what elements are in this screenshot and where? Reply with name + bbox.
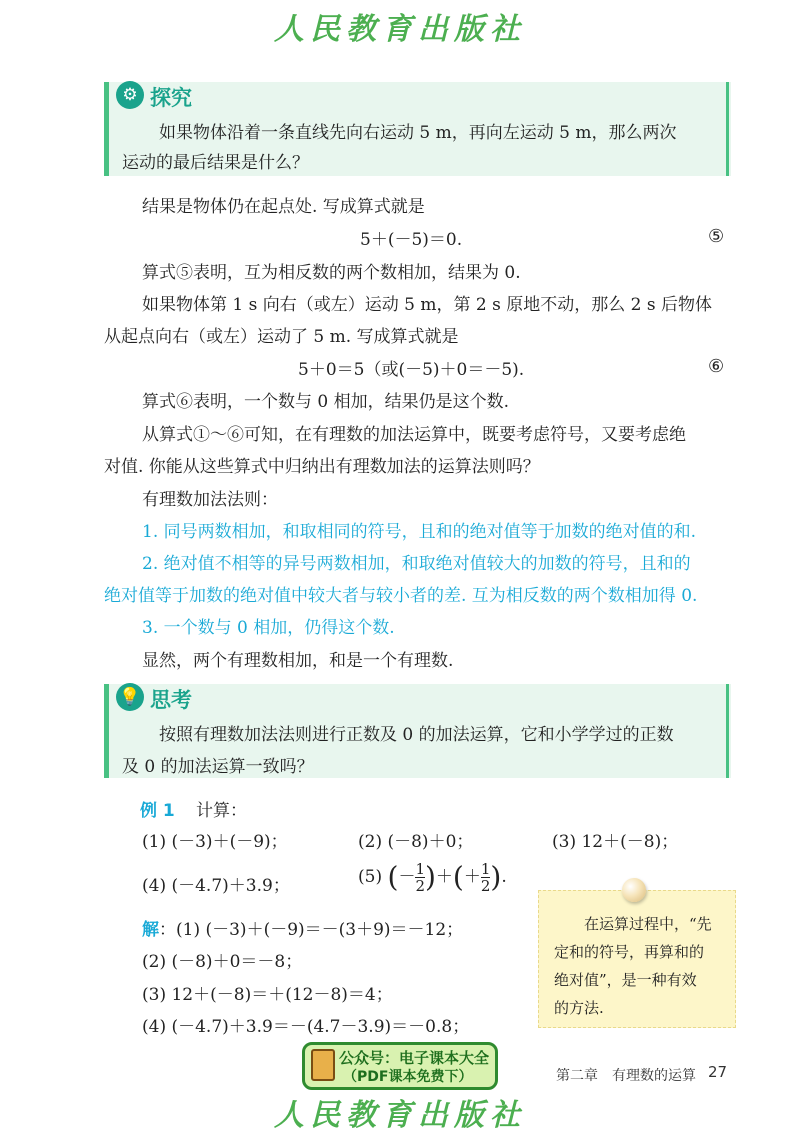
solution-line-2: (2) (－8)＋0＝－8； (142, 952, 303, 972)
paragraph: 如果物体第 1 s 向右（或左）运动 5 m，第 2 s 原地不动，那么 2 s 后物体 (142, 295, 712, 315)
paragraph: 显然，两个有理数相加，和是一个有理数. (142, 651, 454, 671)
fraction-1: $\frac{1}{2}$ (415, 860, 425, 895)
think-text-2: 及 0 的加法运算一致吗？ (122, 757, 314, 777)
question-3: (3) 12＋(－8)； (552, 832, 679, 852)
chapter-title: 第二章 有理数的运算 (556, 1068, 696, 1084)
equation-5: 5＋(－5)＝0. (360, 230, 463, 250)
explore-title: 探究 (150, 86, 192, 110)
question-1: (1) (－3)＋(－9)； (142, 832, 288, 852)
equation-number-5: ⑤ (708, 226, 725, 247)
example-title: 计算： (196, 801, 247, 821)
rule-2: 2. 绝对值不相等的异号两数相加，和取绝对值较大的加数的符号，且和的 (142, 554, 691, 574)
question-5: (5) (－ $\frac{1}{2}$ )＋(＋ $\frac{1}{2}$ ). (358, 860, 507, 895)
paragraph: 算式⑥表明，一个数与 0 相加，结果仍是这个数. (142, 392, 510, 412)
question-2: (2) (－8)＋0； (358, 832, 474, 852)
paragraph: 从起点向右（或左）运动了 5 m. 写成算式就是 (104, 327, 459, 347)
solution-line-3: (3) 12＋(－8)＝＋(12－8)＝4； (142, 985, 393, 1005)
rule-title: 有理数加法法则： (142, 490, 278, 510)
paragraph: 从算式①～⑥可知，在有理数的加法运算中，既要考虑符号，又要考虑绝 (142, 425, 686, 445)
solution-step-1: ：(1) (－3)＋(－9)＝－(3＋9)＝－12； (159, 920, 464, 940)
gear-icon: ⚙ (116, 81, 144, 109)
question-5-plus: ＋ (435, 867, 453, 887)
solution-line-4: (4) (－4.7)＋3.9＝－(4.7－3.9)＝－0.8； (142, 1017, 470, 1037)
question-5-sign-1: － (398, 867, 416, 887)
lightbulb-icon: 💡 (116, 683, 144, 711)
rule-1: 1. 同号两数相加，和取相同的符号，且和的绝对值等于加数的绝对值的和. (142, 522, 697, 542)
solution-label: 解 (142, 920, 159, 940)
rule-3: 3. 一个数与 0 相加，仍得这个数. (142, 618, 395, 638)
solution-line-1 (142, 918, 463, 942)
equation-6: 5＋0＝5（或(－5)＋0＝－5). (298, 360, 525, 380)
question-4: (4) (－4.7)＋3.9； (142, 876, 290, 896)
book-icon (311, 1049, 335, 1081)
watermark-badge (302, 1042, 498, 1090)
note-line-1: 在运算过程中，“先 (584, 915, 712, 933)
example-label: 例 1 (140, 801, 175, 821)
explore-box-border (726, 82, 729, 176)
explore-text-2: 运动的最后结果是什么？ (122, 153, 309, 173)
question-5-label: (5) (358, 867, 383, 887)
fraction-2: $\frac{1}{2}$ (480, 860, 491, 895)
explore-text-1: 如果物体沿着一条直线先向右运动 5 m，再向左运动 5 m，那么两次 (159, 123, 677, 143)
equation-number-6: ⑥ (708, 356, 725, 377)
note-line-2: 定和的符号，再算和的 (554, 943, 705, 961)
think-text-1: 按照有理数加法法则进行正数及 0 的加法运算，它和小学学过的正数 (159, 725, 674, 745)
think-box-border (726, 684, 729, 778)
page-number: 27 (708, 1063, 728, 1081)
think-title: 思考 (150, 688, 192, 712)
question-5-sign-2: ＋ (463, 867, 481, 887)
pin-icon (622, 878, 646, 902)
note-line-3: 绝对值”，是一种有效 (554, 971, 697, 989)
paragraph: 对值. 你能从这些算式中归纳出有理数加法的运算法则吗？ (104, 457, 540, 477)
publisher-footer: 人民教育出版社 (274, 1098, 526, 1133)
note-line-4: 的方法. (554, 999, 604, 1017)
paragraph: 算式⑤表明，互为相反数的两个数相加，结果为 0. (142, 263, 521, 283)
publisher-header: 人民教育出版社 (274, 12, 526, 47)
rule-2-cont: 绝对值等于加数的绝对值中较大者与较小者的差. 互为相反数的两个数相加得 0. (104, 586, 698, 606)
paragraph: 结果是物体仍在起点处. 写成算式就是 (142, 197, 425, 217)
watermark-line-2: （PDF课本免费下） (343, 1069, 473, 1085)
watermark-line-1: 公众号：电子课本大全 (339, 1049, 490, 1067)
